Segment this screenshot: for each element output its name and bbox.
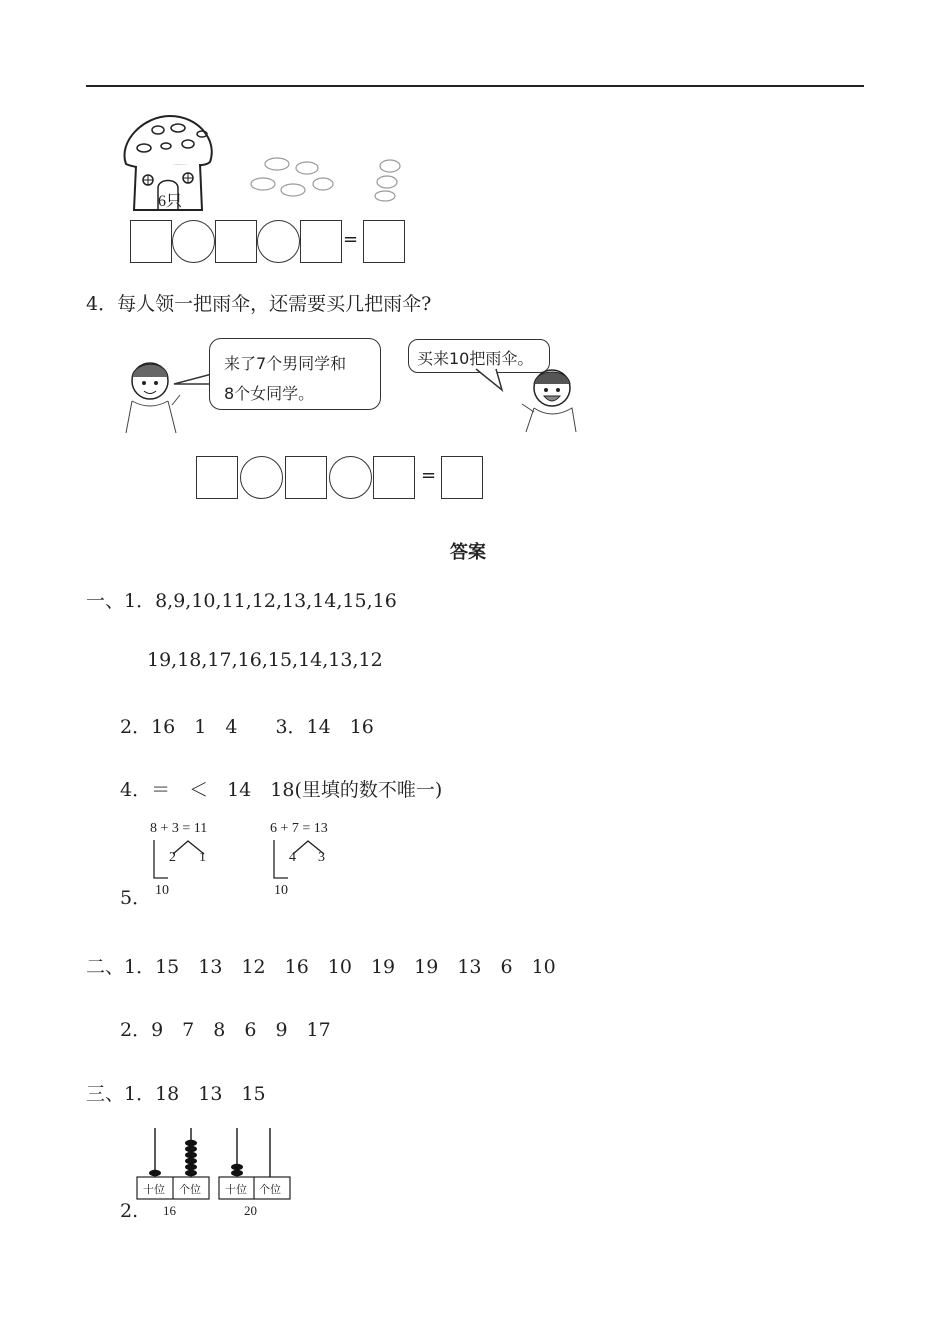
ones-bead: [185, 1140, 197, 1146]
bubble-left-line1: 来了7个男同学和: [224, 354, 347, 373]
tens-bead: [149, 1170, 161, 1176]
header-rule: [86, 85, 864, 87]
abacus2-ones-label: 个位: [259, 1183, 281, 1196]
house-count-label: 6只: [158, 193, 183, 210]
split1-expression: 8 + 3 = 11: [150, 821, 208, 836]
split2-ten: 10: [274, 883, 288, 898]
equals-sign: =: [343, 229, 359, 250]
small-animals-illustration: [245, 152, 415, 204]
split1-part-b: 1: [199, 850, 206, 865]
ones-bead: [185, 1158, 197, 1164]
bubble-left-line2: 8个女同学。: [224, 384, 315, 403]
abacus2-value: 20: [244, 1203, 257, 1218]
answer-2-1: 二、1．15 13 12 16 10 19 19 13 6 10: [86, 956, 556, 978]
tens-bead: [231, 1170, 243, 1176]
bubble-tail-right: [474, 368, 514, 392]
answer-1-1-line1: 一、1．8,9,10,11,12,13,14,15,16: [86, 590, 397, 612]
answer-3-2-label: 2.: [120, 1200, 139, 1222]
answer-2-2: 2．9 7 8 6 9 17: [120, 1019, 331, 1041]
answer-box[interactable]: [215, 220, 257, 263]
ones-bead: [185, 1152, 197, 1158]
split1-diagram-lines: [148, 838, 218, 882]
abacus1-tens-label: 十位: [143, 1183, 165, 1196]
boy-left-illustration: [118, 355, 188, 435]
ones-bead: [185, 1170, 197, 1176]
answer-1-2-3: 2．16 1 4 3．14 16: [120, 716, 374, 738]
answer-1-4: 4．＝ ＜ 14 18(里填的数不唯一): [120, 779, 443, 801]
abacus1-ones-label: 个位: [179, 1183, 201, 1196]
answer-box[interactable]: [373, 456, 415, 499]
operator-circle[interactable]: [172, 220, 215, 263]
speech-bubble-left: [209, 338, 381, 410]
split1-part-a: 2: [169, 850, 176, 865]
operator-circle[interactable]: [240, 456, 283, 499]
answer-1-5-label: 5．: [120, 887, 152, 909]
split2-part-a: 4: [289, 850, 296, 865]
ones-bead: [185, 1164, 197, 1170]
abacus2-tens-label: 十位: [225, 1183, 247, 1196]
abacus1-value: 16: [163, 1203, 176, 1218]
ones-bead: [185, 1146, 197, 1152]
operator-circle[interactable]: [257, 220, 300, 263]
split2-part-b: 3: [318, 850, 325, 865]
answer-box[interactable]: [300, 220, 342, 263]
equals-sign: =: [421, 465, 437, 486]
split2-expression: 6 + 7 = 13: [270, 821, 328, 836]
answer-box[interactable]: [130, 220, 172, 263]
question-4-text: 4．每人领一把雨伞，还需要买几把雨伞?: [86, 293, 432, 315]
bubble-tail-left: [172, 372, 212, 388]
answer-3-1: 三、1．18 13 15: [86, 1083, 266, 1105]
answer-box[interactable]: [285, 456, 327, 499]
split2-diagram-lines: [268, 838, 338, 882]
answer-box[interactable]: [196, 456, 238, 499]
bubble-right-text: 买来10把雨伞。: [417, 349, 534, 368]
tens-bead: [231, 1164, 243, 1170]
result-box[interactable]: [441, 456, 483, 499]
operator-circle[interactable]: [329, 456, 372, 499]
split1-ten: 10: [155, 883, 169, 898]
answers-heading: 答案: [450, 542, 486, 563]
boy-right-illustration: [514, 362, 582, 434]
answer-1-1-line2: 19,18,17,16,15,14,13,12: [147, 649, 383, 671]
result-box[interactable]: [363, 220, 405, 263]
